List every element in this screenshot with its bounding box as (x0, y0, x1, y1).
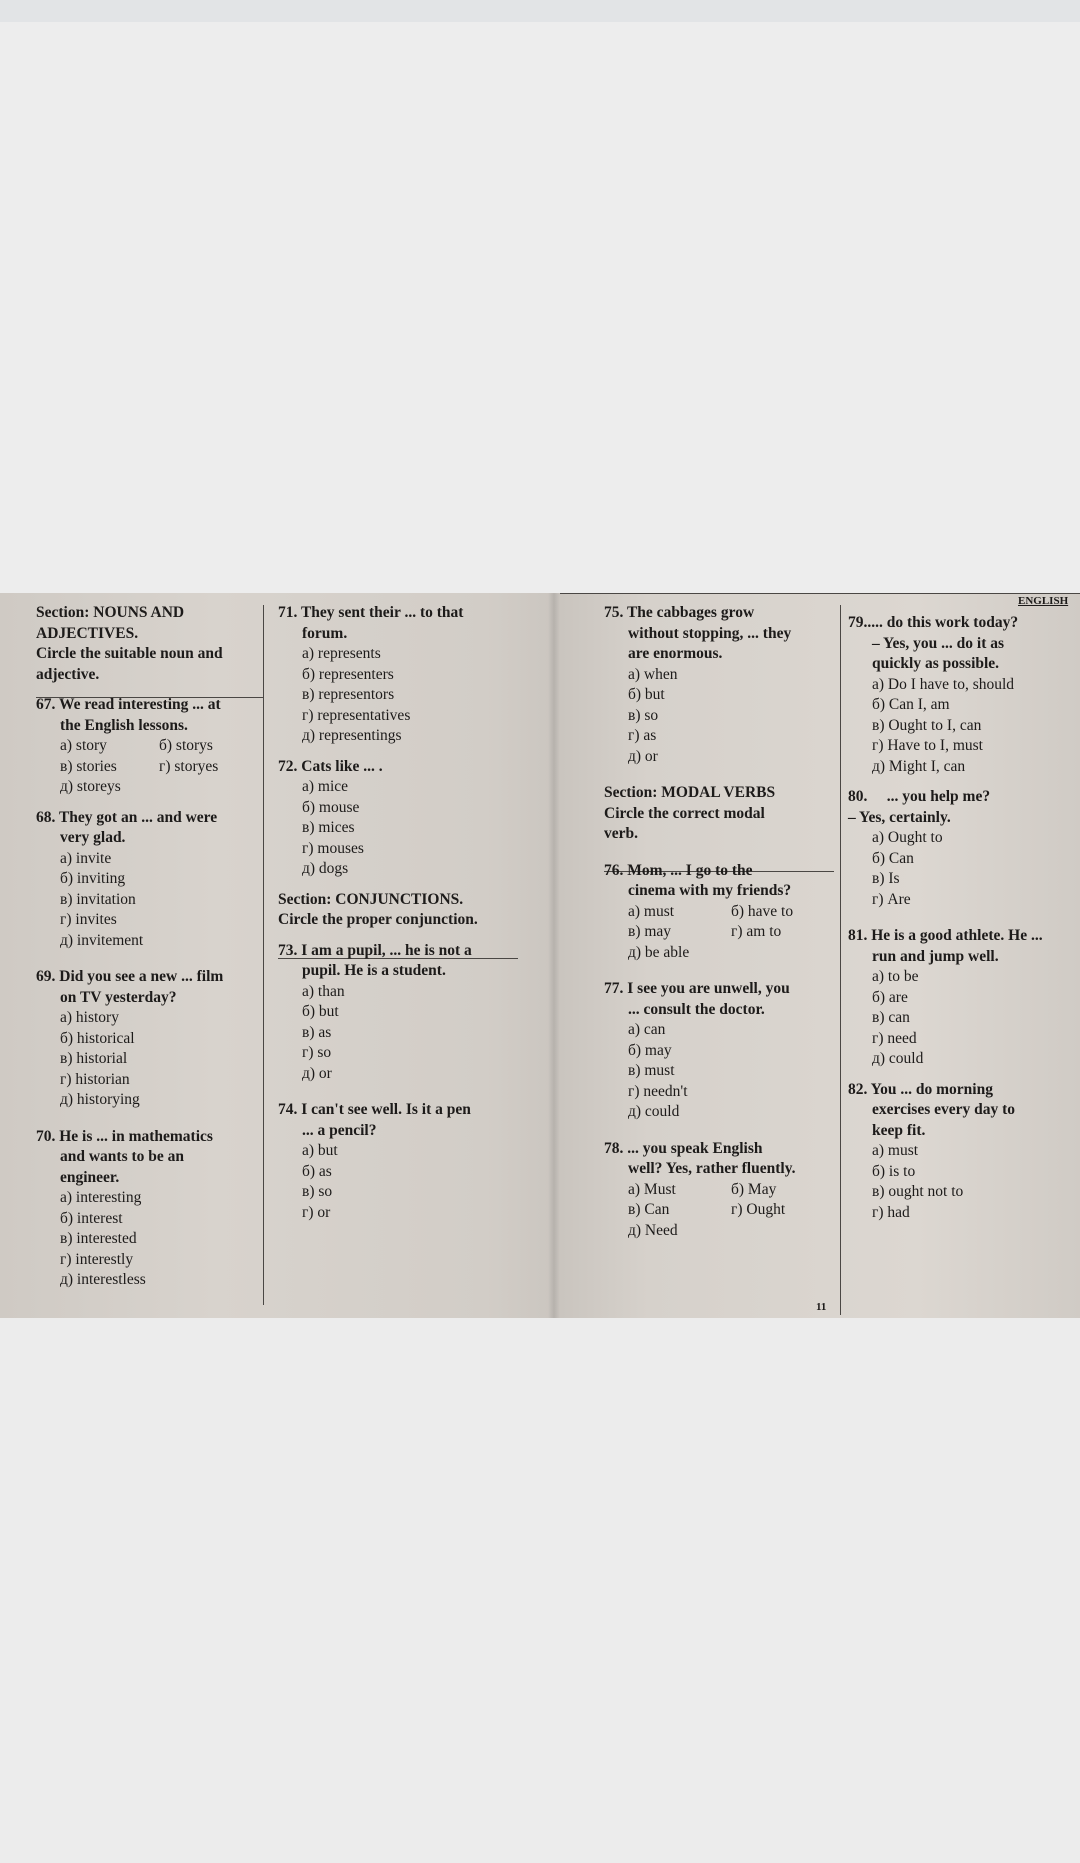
option[interactable]: б) Can (872, 849, 914, 867)
option[interactable]: д) could (872, 1050, 924, 1067)
option[interactable]: а) history (60, 1009, 119, 1026)
question-67: 67. We read interesting ... at the English lessons. (36, 696, 221, 734)
question-80: 80. ... you help me? – Yes, certainly. (848, 788, 991, 826)
option[interactable]: д) dogs (302, 860, 349, 877)
column-2 (278, 603, 528, 1223)
option[interactable]: б) as (302, 1162, 332, 1180)
section-title: Section: NOUNS AND ADJECTIVES. (36, 604, 185, 642)
question-69: 69. Did you see a new ... film on TV yesterday? (36, 968, 224, 1006)
option-row[interactable]: а) Must б) May (628, 1180, 777, 1198)
option[interactable]: а) interesting (60, 1189, 142, 1206)
question-81: 81. He is a good athlete. He ... run and jump well. (848, 927, 1043, 965)
section-title: Section: MODAL VERBS (604, 784, 776, 801)
option[interactable]: б) mouse (302, 798, 360, 816)
option[interactable]: г) so (302, 1044, 332, 1061)
option[interactable]: в) representors (302, 686, 395, 703)
section-instruction: Circle the suitable noun and adjective. (36, 645, 223, 683)
option[interactable]: г) need (872, 1029, 917, 1047)
option[interactable]: в) historial (60, 1050, 128, 1067)
question-74: 74. I can't see well. Is it a pen ... a pencil? (278, 1101, 471, 1139)
background-area (0, 1318, 1080, 1863)
book-spine (548, 593, 560, 1318)
option[interactable]: в) can (872, 1009, 910, 1026)
option[interactable]: б) is to (872, 1162, 916, 1180)
option[interactable]: б) may (628, 1041, 672, 1059)
option[interactable]: а) must (872, 1142, 919, 1159)
question-71: 71. They sent their ... to that forum. (278, 604, 464, 642)
option-row[interactable]: а) story б) storys (60, 737, 213, 754)
corner-label: ENGLISH (1018, 595, 1069, 607)
option[interactable]: д) interestless (60, 1271, 146, 1288)
option[interactable]: в) interested (60, 1230, 137, 1247)
option[interactable]: в) Is (872, 870, 900, 887)
question-78: 78. ... you speak English well? Yes, rather fluently. (604, 1139, 796, 1177)
option[interactable]: в) invitation (60, 890, 136, 908)
option[interactable]: г) Are (872, 890, 911, 908)
option[interactable]: в) so (628, 706, 659, 724)
option[interactable]: в) mices (302, 819, 355, 836)
question-72: 72. Cats like ... . (278, 757, 383, 775)
question-70: 70. He is ... in mathematics and wants to be an engineer. (36, 1127, 213, 1186)
question-77: 77. I see you are unwell, you ... consult the doctor. (604, 980, 790, 1018)
option[interactable]: б) are (872, 988, 908, 1006)
option[interactable]: а) but (302, 1142, 338, 1159)
section-instruction: Circle the correct modal verb. (604, 804, 765, 842)
option[interactable]: в) so (302, 1183, 333, 1200)
section-title: Section: CONJUNCTIONS. (278, 890, 464, 908)
page-number: 11 (816, 1301, 827, 1313)
book-photo (0, 593, 1080, 1318)
column-4 (848, 603, 1066, 1223)
question-79: 79..... do this work today? – Yes, you ... do it as quickly as possible. (848, 614, 1019, 672)
option[interactable]: г) had (872, 1203, 910, 1221)
option[interactable]: в) ought not to (872, 1183, 964, 1200)
option[interactable]: д) or (628, 747, 658, 765)
option[interactable]: д) Might I, can (872, 757, 966, 775)
option[interactable]: г) mouses (302, 839, 364, 857)
top-rule (560, 593, 1080, 594)
option[interactable]: г) needn't (628, 1082, 688, 1100)
option[interactable]: в) as (302, 1023, 332, 1041)
column-3 (604, 603, 834, 1241)
question-76: 76. Mom, ... I go to the cinema with my friends? (604, 861, 792, 899)
column-1 (36, 603, 258, 1291)
option[interactable]: а) to be (872, 968, 919, 985)
option[interactable]: д) Need (628, 1221, 678, 1239)
option[interactable]: б) Can I, am (872, 696, 950, 713)
option-row[interactable]: в) stories г) storyes (60, 757, 219, 775)
option[interactable]: а) can (628, 1021, 666, 1038)
option[interactable]: в) must (628, 1062, 675, 1079)
option[interactable]: г) Have to I, must (872, 737, 983, 754)
option[interactable]: а) Ought to (872, 829, 943, 846)
option[interactable]: а) mice (302, 778, 349, 795)
option[interactable]: а) represents (302, 645, 381, 662)
option[interactable]: б) representers (302, 665, 394, 683)
column-divider (840, 605, 841, 1315)
option[interactable]: д) or (302, 1064, 332, 1082)
option[interactable]: д) historying (60, 1091, 140, 1108)
option-row[interactable]: а) must б) have to (628, 902, 794, 920)
question-68: 68. They got an ... and were very glad. (36, 808, 218, 846)
column-divider (263, 605, 264, 1305)
option[interactable]: а) when (628, 665, 678, 683)
option[interactable]: г) historian (60, 1070, 130, 1088)
option[interactable]: г) or (302, 1203, 331, 1221)
option-row[interactable]: в) may г) am to (628, 923, 782, 940)
option[interactable]: б) inviting (60, 870, 126, 887)
section-instruction: Circle the proper conjunction. (278, 911, 478, 928)
option[interactable]: б) but (302, 1003, 339, 1020)
option[interactable]: б) interest (60, 1209, 123, 1227)
option[interactable]: д) could (628, 1103, 680, 1120)
option[interactable]: а) invite (60, 849, 112, 867)
question-75: 75. The cabbages grow without stopping, ... they are enormous. (604, 604, 792, 662)
option[interactable]: д) invitement (60, 931, 144, 949)
option[interactable]: г) interestly (60, 1250, 134, 1268)
option[interactable]: б) but (628, 686, 665, 703)
option[interactable]: а) than (302, 982, 345, 1000)
option[interactable]: а) Do I have to, should (872, 675, 1015, 693)
option[interactable]: д) be able (628, 943, 690, 961)
option[interactable]: г) representatives (302, 706, 411, 724)
option[interactable]: в) Ought to I, can (872, 716, 982, 734)
option[interactable]: д) storeys (60, 778, 121, 795)
status-bar (0, 0, 1080, 22)
option-row[interactable]: в) Can г) Ought (628, 1201, 786, 1218)
question-82: 82. You ... do morning exercises every day to keep fit. (848, 1080, 1016, 1139)
option[interactable]: г) as (628, 727, 657, 744)
option[interactable]: д) representings (302, 727, 402, 744)
option[interactable]: г) invites (60, 911, 117, 928)
option[interactable]: б) historical (60, 1029, 135, 1047)
question-73: 73. I am a pupil, ... he is not a pupil. He is a student. (278, 941, 472, 979)
